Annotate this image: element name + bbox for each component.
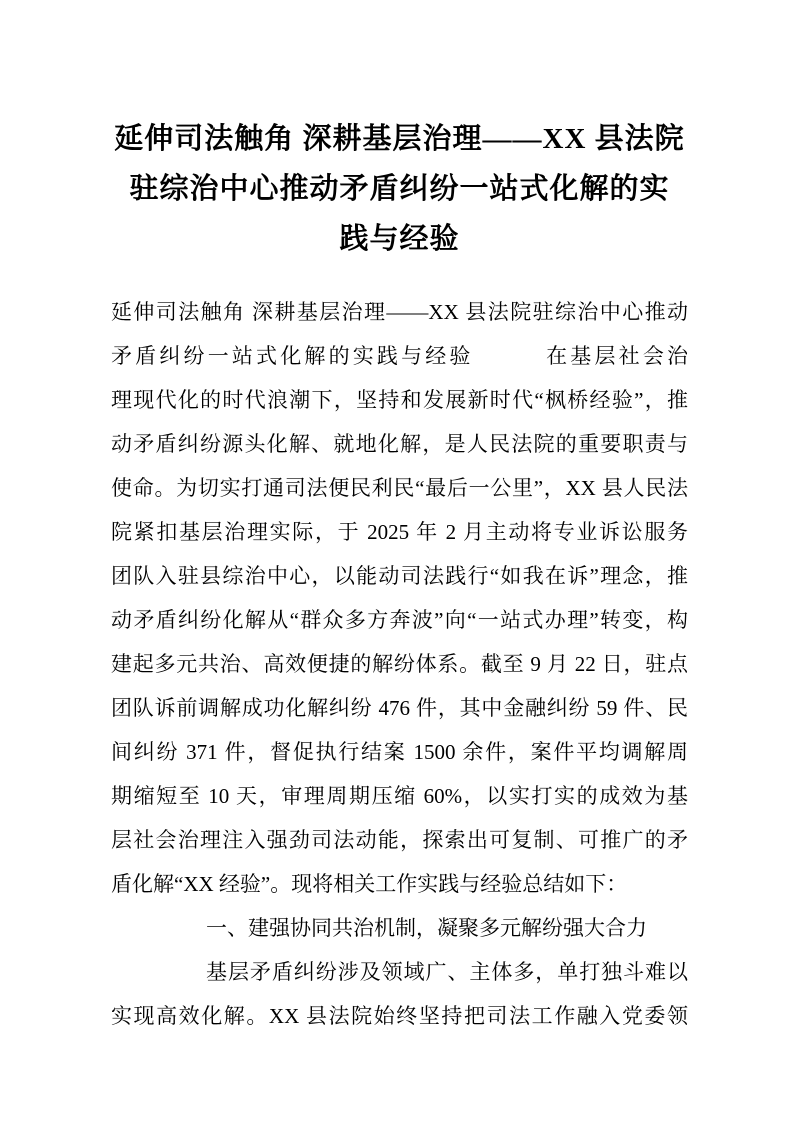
body-line-10: 团队诉前调解成功化解纠纷 476 件，其中金融纠纷 59 件、民	[111, 696, 688, 720]
title-line: 延伸司法触角 深耕基层治理——XX 县法院	[114, 123, 685, 155]
body-line-16: 实现高效化解。XX 县法院始终坚持把司法工作融入党委领	[111, 1004, 688, 1028]
body-line-6: 院紧扣基层治理实际，于 2025 年 2 月主动将专业诉讼服务	[111, 520, 688, 544]
body-line-14: 盾化解“XX 经验”。现将相关工作实践与经验总结如下：	[111, 872, 628, 896]
body-line-7: 团队入驻县综治中心，以能动司法践行“如我在诉”理念，推	[111, 564, 688, 588]
body-line-4: 动矛盾纠纷源头化解、就地化解，是人民法院的重要职责与	[111, 432, 688, 456]
body-line-8: 动矛盾纠纷化解从“群众多方奔波”向“一站式办理”转变，构	[111, 608, 688, 632]
body-line-15: 基层矛盾纠纷涉及领域广、主体多，单打独斗难以	[206, 960, 688, 984]
title-line: 践与经验	[339, 223, 460, 255]
body-line-3: 理现代化的时代浪潮下，坚持和发展新时代“枫桥经验”，推	[111, 388, 688, 412]
body-line-11: 间纠纷 371 件，督促执行结案 1500 余件，案件平均调解周	[111, 740, 688, 764]
document-title	[111, 114, 688, 264]
title-line: 驻综治中心推动矛盾纠纷一站式化解的实	[129, 173, 670, 205]
body-line-2: 矛盾纠纷一站式化解的实践与经验 在基层社会治	[111, 344, 688, 368]
document-content	[111, 114, 688, 1038]
document-body	[111, 290, 688, 1038]
body-line-9: 建起多元共治、高效便捷的解纷体系。截至 9 月 22 日，驻点	[111, 652, 688, 676]
body-line-13: 层社会治理注入强劲司法动能，探索出可复制、可推广的矛	[111, 828, 688, 852]
body-line-5: 使命。为切实打通司法便民利民“最后一公里”，XX 县人民法	[111, 476, 688, 500]
body-line-12: 期缩短至 10 天，审理周期压缩 60%，以实打实的成效为基	[111, 784, 688, 808]
section-heading-line: 一、建强协同共治机制，凝聚多元解纷强大合力	[206, 916, 647, 940]
body-line-1: 延伸司法触角 深耕基层治理——XX 县法院驻综治中心推动	[111, 300, 688, 324]
